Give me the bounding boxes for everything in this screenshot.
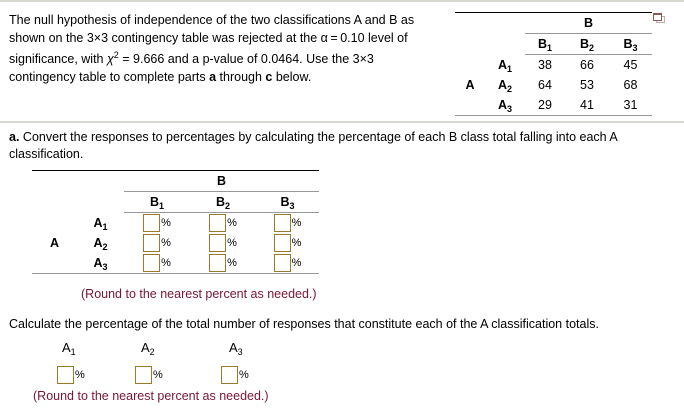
intro-line-1: The null hypothesis of independence of the two classifications A and B as	[9, 13, 415, 27]
intro-line-3-post: = 9.666 and a p-value of 0.0464. Use the 3×3	[118, 52, 374, 67]
col-b3-base: B	[280, 195, 290, 209]
input-a1-b3[interactable]	[274, 214, 291, 232]
table-row	[32, 213, 319, 234]
part-a-text: Convert the responses to percentages by calculating the percentage of each B class total falling into each A classification.	[9, 130, 618, 161]
row-a3-base: A	[93, 256, 103, 270]
col-b1-sub: 1	[159, 201, 165, 211]
table-row	[32, 233, 319, 253]
percentage-table	[32, 170, 319, 274]
percent-sign: %	[227, 237, 237, 249]
top-divider	[0, 0, 684, 2]
percent-sign: %	[227, 217, 237, 229]
input-a2-b1[interactable]	[143, 234, 160, 252]
intro-line-4-pre: contingency table to complete parts	[9, 69, 210, 84]
input-a1-b1[interactable]	[143, 214, 160, 232]
input-a1-total[interactable]	[57, 366, 74, 384]
label-a1	[62, 340, 76, 355]
row-a1-sub: 1	[102, 221, 108, 232]
col-b2-base: B	[579, 37, 589, 51]
input-a3-b2[interactable]	[209, 254, 226, 272]
row-a1-sub: 1	[507, 63, 513, 74]
cell-a2-b1: 64	[538, 78, 552, 92]
cell-a2-b2: 53	[580, 78, 594, 92]
problem-statement	[9, 12, 449, 86]
a3-total-field	[221, 366, 249, 384]
a2-total-field	[135, 366, 163, 384]
row-a3-sub: 3	[507, 104, 513, 114]
percent-sign: %	[227, 257, 237, 269]
part-c-ref: c	[265, 69, 273, 84]
popout-window-icon[interactable]	[653, 13, 663, 21]
table-row	[32, 253, 319, 274]
cell-a1-b2: 66	[580, 58, 594, 72]
input-a3-total[interactable]	[221, 366, 238, 384]
input-a2-total[interactable]	[135, 366, 152, 384]
row-a2-sub: 2	[507, 84, 513, 94]
col-header-b2	[565, 34, 609, 55]
table-row	[455, 75, 652, 95]
row-header-a3	[485, 95, 525, 116]
input-a2-b2[interactable]	[209, 234, 226, 252]
percent-sign: %	[291, 257, 302, 269]
row-a1-base: A	[497, 57, 507, 72]
a1-total-field	[57, 366, 85, 384]
row-a3-sub: 3	[102, 262, 108, 272]
col-header-b1	[124, 192, 190, 213]
percent-sign: %	[239, 369, 249, 381]
cell-a3-b1: 29	[525, 95, 565, 116]
chi-square-symbol	[107, 52, 119, 66]
row-a1-base: A	[93, 215, 103, 230]
intro-line-4-post: below.	[272, 69, 312, 84]
part-a-ref: a	[209, 69, 217, 84]
section-divider	[0, 121, 684, 123]
col-group-label: B	[124, 171, 319, 192]
row-header-a2	[485, 75, 525, 95]
label-a2	[141, 340, 155, 355]
col-b2-sub: 2	[225, 201, 231, 211]
input-a1-b2[interactable]	[209, 214, 226, 232]
percent-sign: %	[75, 369, 85, 381]
chi-symbol: χ	[106, 52, 114, 67]
col-header-b3	[609, 34, 652, 55]
row-header-a1	[77, 213, 124, 234]
percent-sign: %	[161, 217, 171, 229]
rounding-note: (Round to the nearest percent as needed.)	[81, 287, 317, 301]
intro-line-2: shown on the 3×3 contingency table was rejected at the α = 0.10 level of	[9, 30, 408, 45]
row-a2-base: A	[497, 78, 507, 92]
row-header-a1	[485, 55, 525, 76]
row-a2-base: A	[93, 236, 103, 250]
col-b1-base: B	[149, 195, 159, 209]
label-a3-sub: 3	[237, 347, 243, 357]
table-row	[455, 55, 652, 76]
col-b1-base: B	[537, 37, 547, 51]
table-row	[455, 95, 652, 116]
percent-sign: %	[153, 369, 163, 381]
percent-sign: %	[161, 257, 171, 269]
cell-a2-b3: 68	[623, 78, 638, 92]
label-a3-base: A	[229, 340, 238, 355]
col-header-b1	[525, 34, 565, 55]
col-header-b2	[190, 192, 256, 213]
part-a-label: a.	[9, 130, 20, 144]
row-group-label: A	[49, 236, 60, 250]
cell-a3-b2: 41	[565, 95, 609, 116]
a-totals-instructions: Calculate the percentage of the total number of responses that constitute each of the A classification totals.	[9, 317, 599, 331]
rounding-note: (Round to the nearest percent as needed.)	[33, 389, 269, 403]
cell-a1-b3: 45	[623, 58, 638, 72]
col-b1-sub: 1	[547, 43, 553, 53]
popout-front-frame	[653, 13, 662, 21]
chi-superscript: 2	[113, 50, 119, 60]
cell-a1-b1: 38	[538, 58, 552, 72]
percent-sign: %	[161, 237, 171, 249]
contingency-table	[455, 12, 652, 116]
label-a2-base: A	[141, 340, 150, 355]
label-a2-sub: 2	[149, 347, 155, 357]
col-group-label: B	[525, 13, 652, 34]
input-a3-b3[interactable]	[274, 254, 291, 272]
label-a1-sub: 1	[70, 347, 76, 357]
label-a3	[229, 340, 243, 355]
row-header-a2	[77, 233, 124, 253]
col-b3-base: B	[623, 37, 633, 51]
col-b2-base: B	[215, 195, 225, 209]
row-header-a3	[77, 253, 124, 274]
row-a3-base: A	[497, 98, 507, 112]
part-a-instructions	[9, 129, 669, 163]
label-a1-base: A	[62, 340, 71, 355]
intro-line-4-mid: through	[216, 69, 266, 84]
cell-a3-b3: 31	[609, 95, 652, 116]
percent-sign: %	[291, 237, 302, 249]
col-b3-sub: 3	[289, 201, 295, 211]
col-b2-sub: 2	[589, 43, 595, 53]
input-a2-b3[interactable]	[274, 234, 291, 252]
row-a2-sub: 2	[102, 242, 108, 252]
input-a3-b1[interactable]	[143, 254, 160, 272]
col-b3-sub: 3	[632, 43, 638, 53]
row-group-label: A	[465, 78, 475, 92]
col-header-b3	[256, 192, 319, 213]
percent-sign: %	[291, 217, 302, 229]
intro-line-3-pre: significance, with	[9, 52, 107, 67]
